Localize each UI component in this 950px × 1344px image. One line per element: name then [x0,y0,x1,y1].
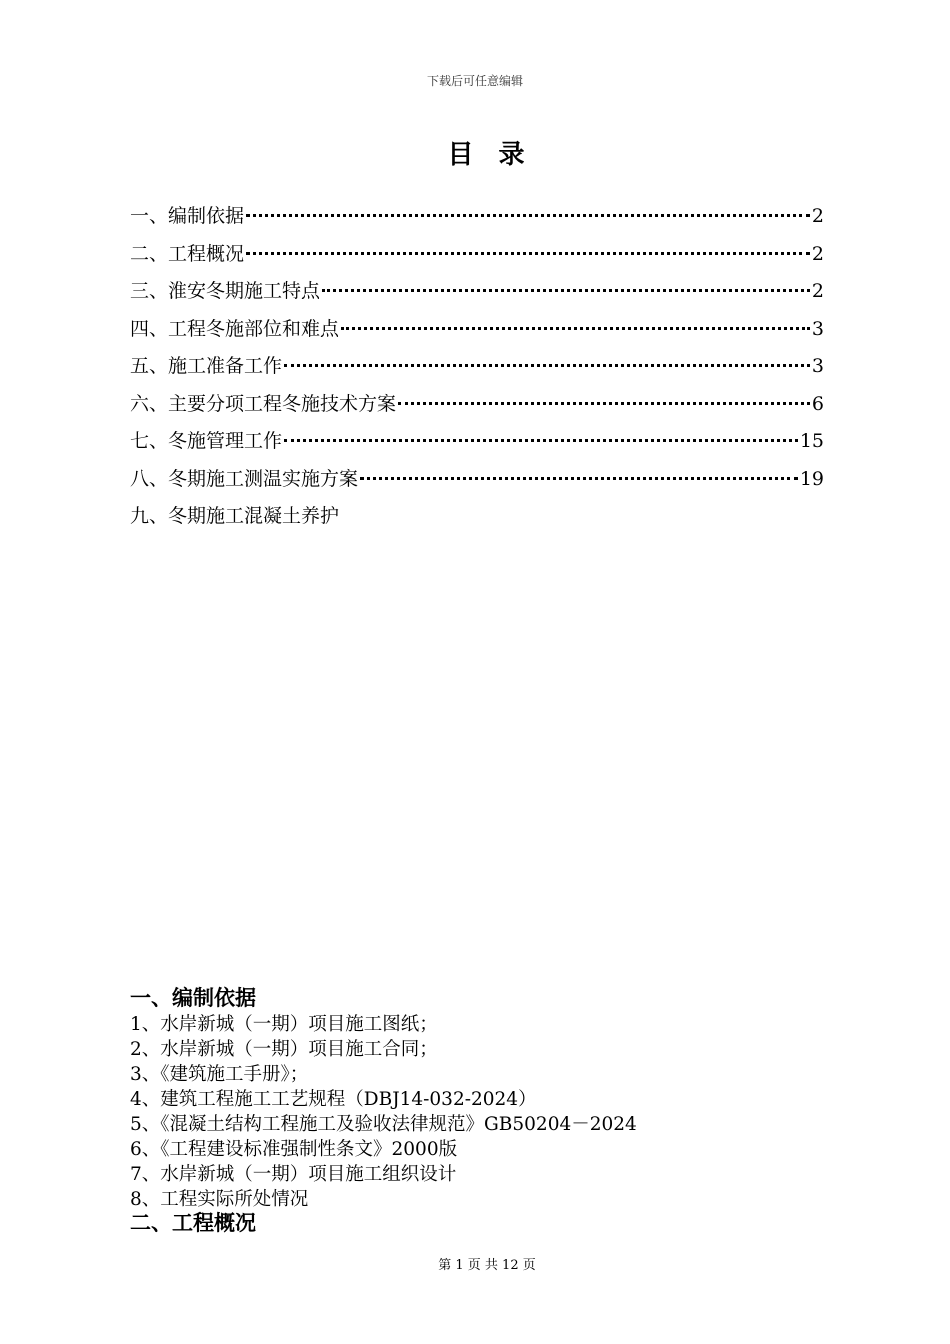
toc-entry[interactable] [130,236,824,274]
toc-entry[interactable] [130,386,824,424]
list-item: 2、水岸新城（一期）项目施工合同； [130,1039,438,1060]
list-item: 8、工程实际所处情况 [130,1189,309,1210]
page-footer-number: 第 1 页 共 12 页 [438,1258,536,1273]
toc-entry-label: 五、施工准备工作 [130,355,283,377]
toc-leader-dots [322,289,810,292]
toc-leader-dots [284,364,810,367]
toc-entry-page: 3 [811,317,824,340]
toc-entry[interactable] [130,311,824,349]
toc-entry-label: 二、工程概况 [130,242,245,265]
toc-title: 目 录 [447,140,533,170]
toc-leader-dots [360,477,798,480]
basis-list [130,1012,637,1212]
toc-leader-dots [246,214,810,217]
toc-entry[interactable] [130,461,824,499]
toc-entry-label: 七、冬施管理工作 [130,430,283,452]
toc-entry[interactable] [130,348,824,386]
section-heading-basis: 一、编制依据 [130,986,256,1010]
list-item: 4、建筑工程施工工艺规程（DBJ14-032-2024） [130,1089,537,1110]
toc-entry-page: 2 [811,205,824,227]
toc-entry-page: 3 [811,355,824,377]
list-item: 7、水岸新城（一期）项目施工组织设计 [130,1164,457,1185]
page-header-note: 下载后可任意编辑 [426,74,523,88]
list-item: 5、《混凝土结构工程施工及验收法律规范》GB50204－2024 [130,1114,637,1135]
toc-entry-label: 一、编制依据 [130,205,245,227]
toc-entry-page: 2 [811,280,824,302]
list-item: 1、水岸新城（一期）项目施工图纸； [130,1014,438,1035]
toc-entry-page: 19 [799,467,824,490]
list-item: 6、《工程建设标准强制性条文》2000版 [130,1139,458,1160]
toc-leader-dots [398,402,810,405]
toc-entry-label: 三、淮安冬期施工特点 [130,280,321,302]
toc-entry-label: 八、冬期施工测温实施方案 [130,467,359,490]
toc-entry-page: 2 [811,242,824,265]
toc-leader-dots [284,439,798,442]
section-heading-overview: 二、工程概况 [130,1211,256,1235]
list-item: 3、《建筑施工手册》； [130,1064,309,1085]
toc-entry[interactable] [130,198,824,236]
toc-entry-label: 四、工程冬施部位和难点 [130,317,340,340]
toc-entry-page: 6 [811,392,824,415]
toc-leader-dots [341,327,810,330]
toc-entry[interactable] [130,423,824,461]
toc-entry[interactable] [130,273,824,311]
toc-entry-label: 九、冬期施工混凝土养护 [130,505,340,527]
table-of-contents [130,198,824,536]
toc-entry-label: 六、主要分项工程冬施技术方案 [130,392,397,415]
toc-leader-dots [246,252,810,255]
toc-entry-page: 15 [799,430,824,452]
toc-entry[interactable] [130,498,824,536]
